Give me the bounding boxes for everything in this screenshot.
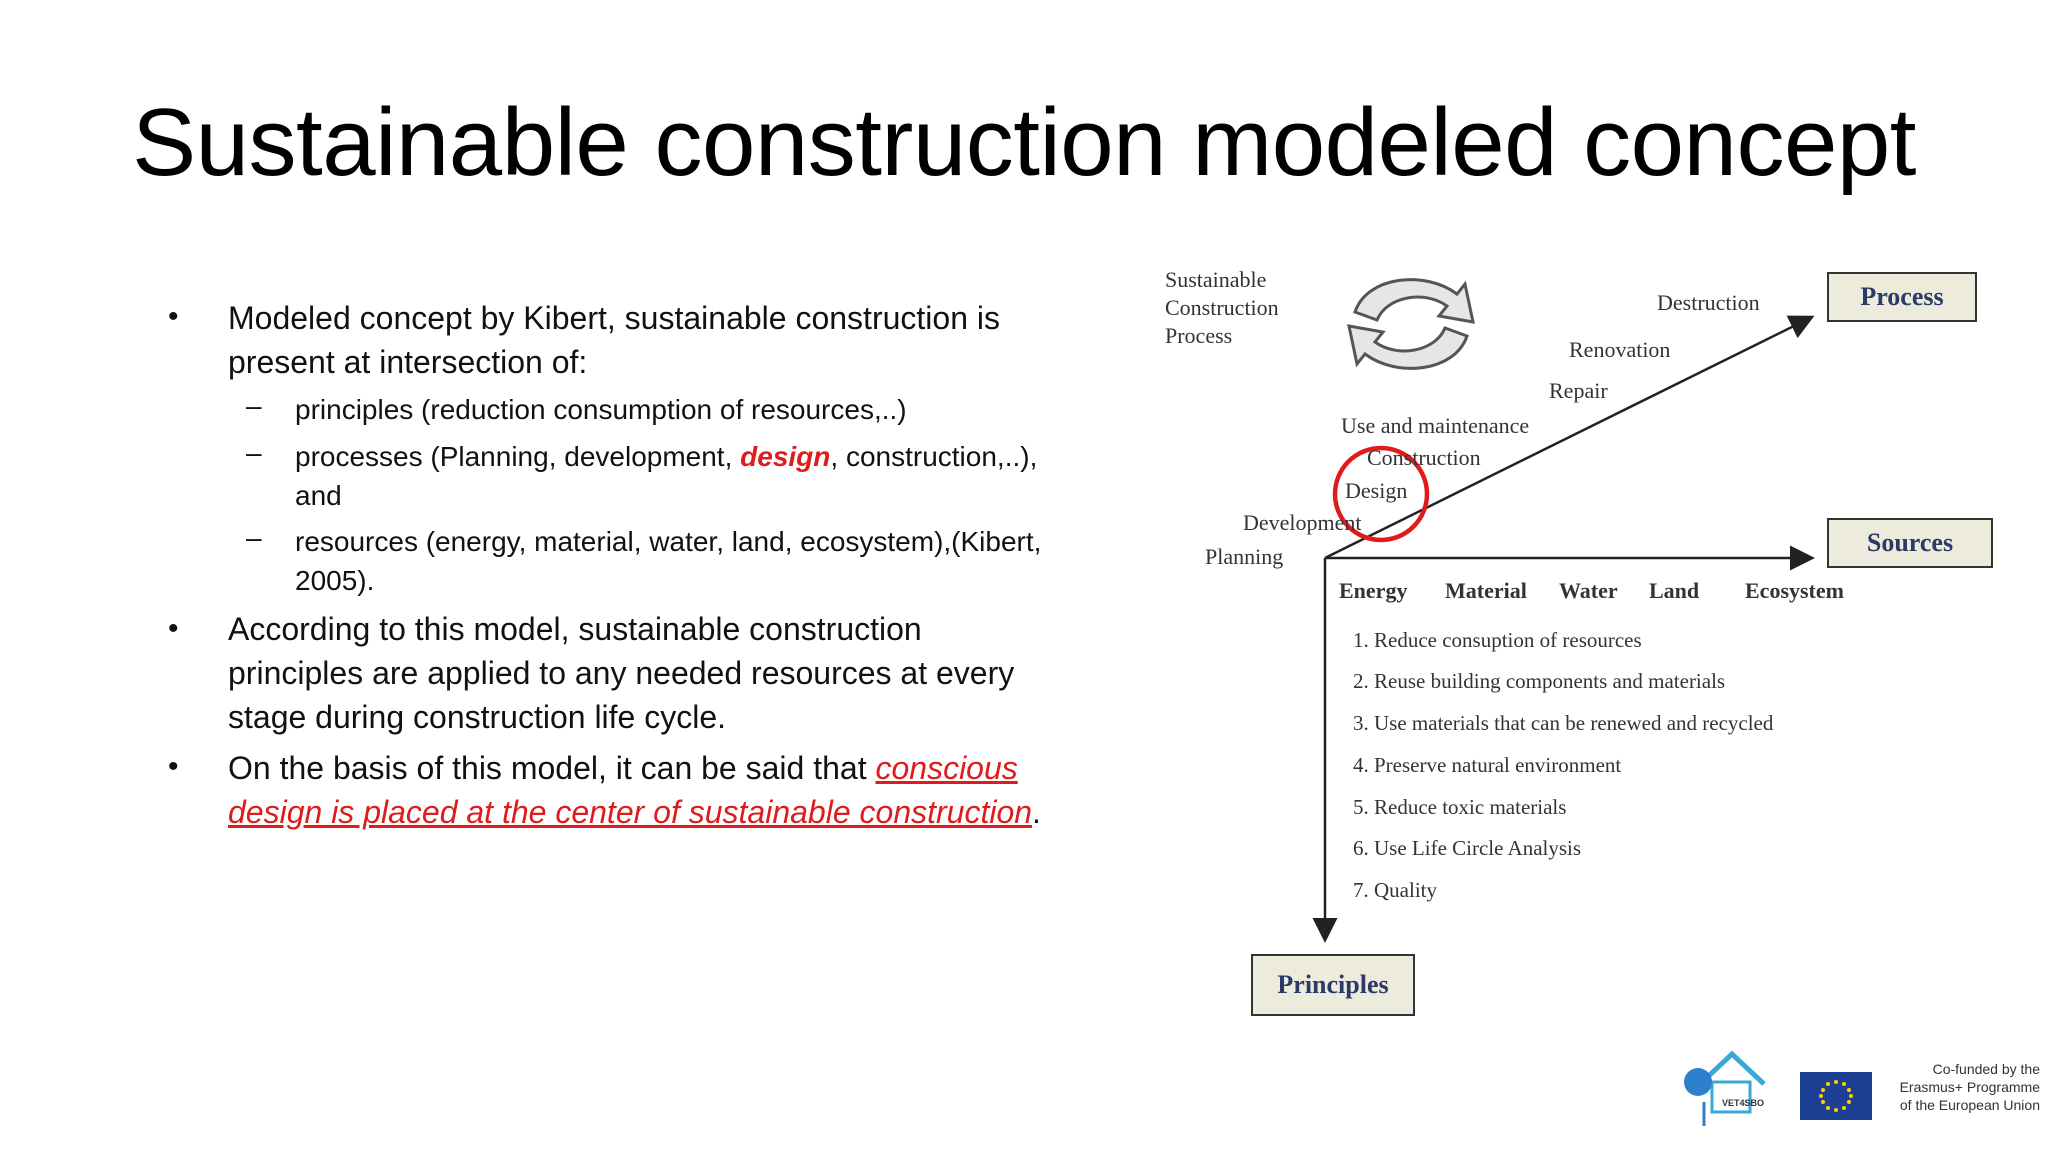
principle-item: 1. Reduce consuption of resources bbox=[1353, 628, 1642, 652]
source-water: Water bbox=[1559, 578, 1618, 603]
principle-item: 3. Use materials that can be renewed and recycled bbox=[1353, 711, 1774, 735]
conscious-emphasis: conscious bbox=[875, 750, 1018, 786]
sources-box: Sources bbox=[1827, 518, 1993, 568]
bullet-marker: • bbox=[168, 612, 179, 645]
bullet-3-pre: On the basis of this model, it can be said that bbox=[228, 750, 876, 786]
bullet-3-post: . bbox=[1032, 794, 1041, 830]
cofund-line-1: Co-funded by the bbox=[1932, 1061, 2040, 1077]
stage-renovation: Renovation bbox=[1569, 337, 1671, 362]
stage-design: Design bbox=[1345, 478, 1408, 503]
design-center-emphasis: design is placed at the center of sustainable construction bbox=[228, 794, 1033, 830]
slide-title: Sustainable construction modeled concept bbox=[132, 89, 1916, 196]
sub-bullet-resources: resources (energy, material, water, land, ecosystem),(Kibert, bbox=[295, 526, 1042, 557]
stage-planning: Planning bbox=[1205, 544, 1284, 569]
source-land: Land bbox=[1649, 578, 1700, 603]
scp-label-3: Process bbox=[1165, 323, 1233, 348]
sub-dash: – bbox=[246, 390, 262, 421]
bullet-2-line-1: According to this model, sustainable construction bbox=[228, 611, 922, 647]
principle-item: 7. Quality bbox=[1353, 878, 1437, 902]
sub-bullet-resources-line-2: 2005). bbox=[295, 565, 375, 596]
principle-item: 6. Use Life Circle Analysis bbox=[1353, 836, 1582, 860]
logo-text: VET4SBO bbox=[1722, 1098, 1765, 1108]
principle-item: 4. Preserve natural environment bbox=[1353, 753, 1622, 777]
cofunded-label bbox=[1880, 1060, 2040, 1114]
stage-construction: Construction bbox=[1367, 445, 1481, 470]
process-box: Process bbox=[1827, 272, 1977, 322]
sub-bullet-principles: principles (reduction consumption of resources,..) bbox=[295, 394, 907, 425]
cycle-arrows-icon bbox=[1349, 280, 1473, 369]
design-emphasis: design bbox=[740, 441, 831, 472]
eu-flag-icon bbox=[1800, 1072, 1872, 1120]
scp-label-2: Construction bbox=[1165, 295, 1279, 320]
bullet-marker: • bbox=[168, 300, 179, 333]
kibert-diagram bbox=[1105, 240, 2048, 1152]
principle-item: 2. Reuse building components and materials bbox=[1353, 669, 1726, 693]
bullet-1-line-2: present at intersection of: bbox=[228, 344, 588, 380]
bullet-list bbox=[0, 0, 1120, 900]
bullet-1-line-1: Modeled concept by Kibert, sustainable construction is bbox=[228, 300, 1000, 336]
source-ecosystem: Ecosystem bbox=[1745, 578, 1844, 603]
bullet-3-line-1 bbox=[228, 746, 1018, 790]
sub-dash: – bbox=[246, 437, 262, 468]
bullet-3-line-2 bbox=[228, 790, 1041, 834]
principles-box: Principles bbox=[1251, 954, 1415, 1016]
stage-repair: Repair bbox=[1549, 378, 1608, 403]
source-material: Material bbox=[1445, 578, 1527, 603]
principle-item: 5. Reduce toxic materials bbox=[1353, 795, 1567, 819]
cofund-line-3: of the European Union bbox=[1899, 1097, 2040, 1113]
sub-bullet-processes bbox=[295, 437, 1037, 477]
source-energy: Energy bbox=[1339, 578, 1408, 603]
sub-bullet-processes-post: , construction,..), bbox=[830, 441, 1038, 472]
diagram-lines bbox=[1105, 240, 2048, 1152]
sub-dash: – bbox=[246, 522, 262, 553]
stage-development: Development bbox=[1243, 510, 1362, 535]
bullet-2-line-2: principles are applied to any needed resources at every bbox=[228, 655, 1015, 691]
bullet-marker: • bbox=[168, 750, 179, 783]
sub-bullet-processes-pre: processes (Planning, development, bbox=[295, 441, 741, 472]
scp-label-1: Sustainable bbox=[1165, 267, 1267, 292]
stage-destruction: Destruction bbox=[1657, 290, 1760, 315]
cofund-line-2: Erasmus+ Programme bbox=[1899, 1079, 2040, 1095]
sub-bullet-processes-line-2: and bbox=[295, 480, 342, 511]
stage-use-maintenance: Use and maintenance bbox=[1341, 413, 1530, 438]
bullet-2-line-3: stage during construction life cycle. bbox=[228, 699, 727, 735]
